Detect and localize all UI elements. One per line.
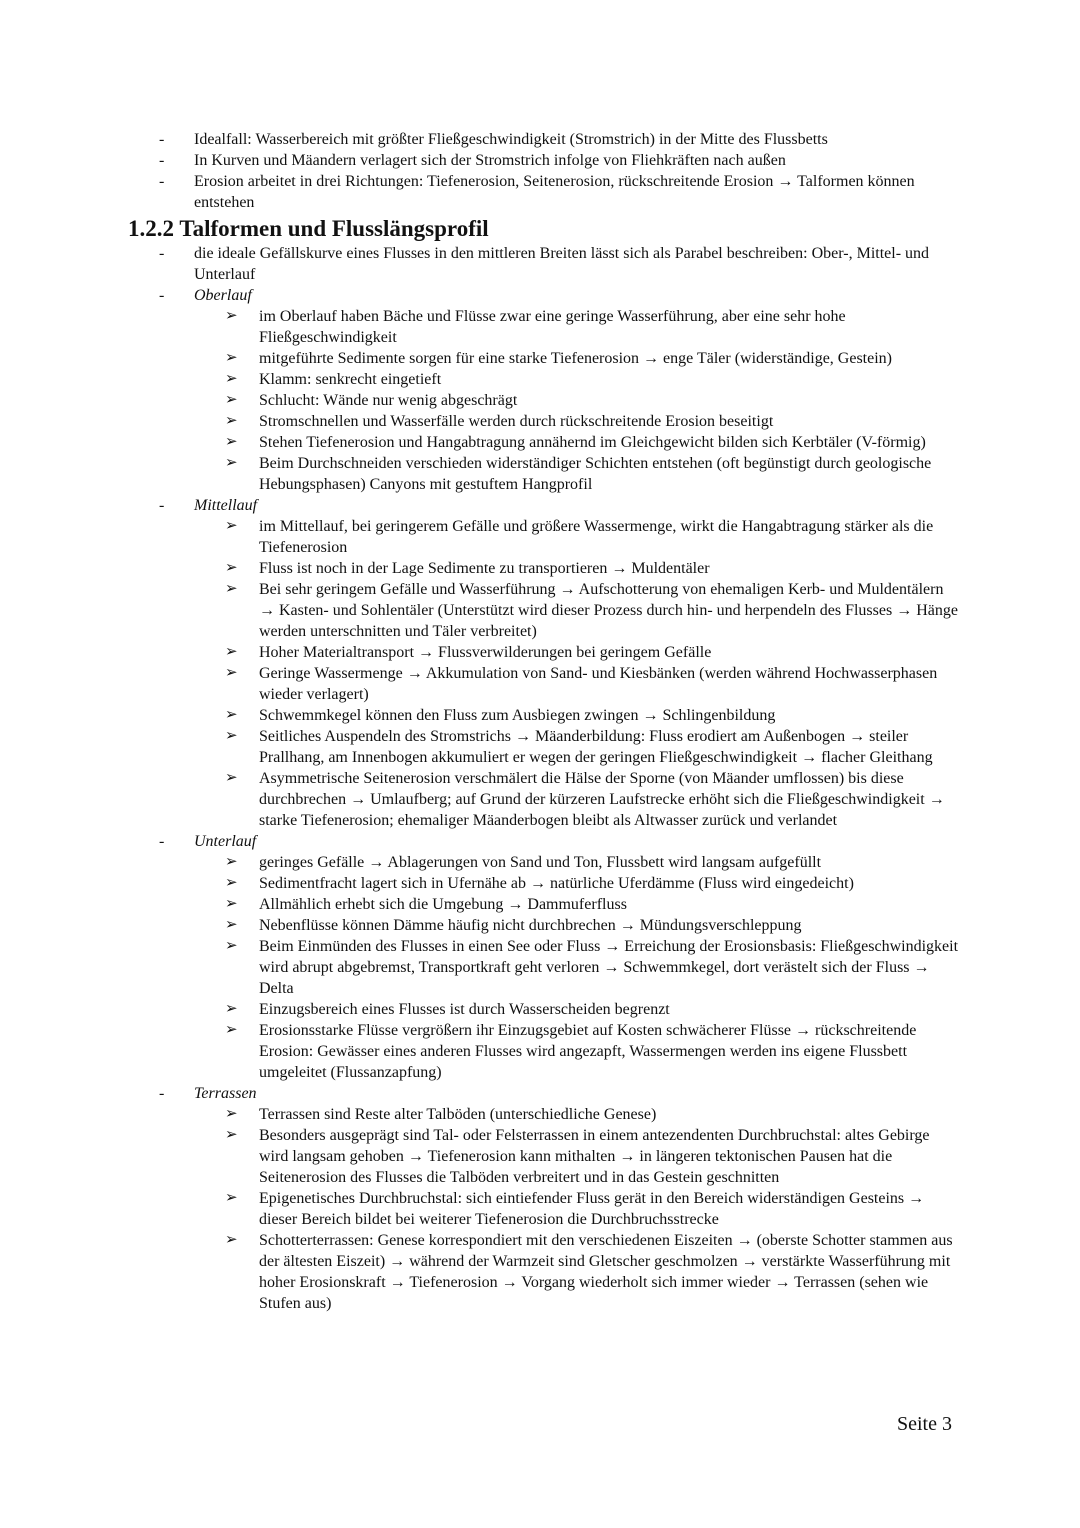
sub-list-item-text: Epigenetisches Durchbruchstal: sich eintiefender Fluss gerät in den Bereich widerständigen Gesteins → dieser Bereich bildet bei weiterer Tiefenerosion die Durchbruchsstrecke: [259, 1190, 925, 1228]
sub-list-item: [128, 306, 958, 348]
arrow-bullet-icon: ➢: [225, 1232, 238, 1248]
sub-list-item-text: geringes Gefälle → Ablagerungen von Sand und Ton, Flussbett wird langsam aufgefüllt: [259, 854, 822, 871]
sub-list-item: [128, 894, 958, 915]
list-item: [128, 150, 958, 171]
arrow-bullet-icon: ➢: [225, 392, 238, 408]
section-title-unterlauf: [128, 831, 958, 852]
sub-list-item-text: mitgeführte Sedimente sorgen für eine starke Tiefenerosion → enge Täler (widerständige, Gestein): [259, 350, 892, 367]
section-title-mittellauf: [128, 495, 958, 516]
sub-list-item-text: Terrassen sind Reste alter Talböden (unterschiedliche Genese): [259, 1106, 657, 1123]
sub-list-item-text: Bei sehr geringem Gefälle und Wasserführung → Aufschotterung von ehemaligen Kerb- und Muldentälern → Kasten- und Sohlentäler (Unterstützt wird dieser Prozess durch hin- und herpendeln des Flusses → Hänge werden unterschnitten und Täler verbreitet): [259, 581, 958, 640]
sub-list-item: [128, 411, 958, 432]
sub-list-item-text: Stehen Tiefenerosion und Hangabtragung annähernd im Gleichgewicht bilden sich Kerbtäler (V-förmig): [259, 434, 926, 451]
section-heading: 1.2.2 Talformen und Flusslängsprofil: [128, 216, 489, 241]
arrow-bullet-icon: ➢: [225, 1001, 238, 1017]
arrow-bullet-icon: ➢: [225, 518, 238, 534]
sub-list-item: [128, 663, 958, 705]
arrow-bullet-icon: ➢: [225, 917, 238, 933]
dash-marker: -: [159, 173, 165, 190]
arrow-bullet-icon: ➢: [225, 707, 238, 723]
arrow-bullet-icon: ➢: [225, 1022, 238, 1038]
sub-list-item-text: Schotterterrassen: Genese korrespondiert mit den verschiedenen Eiszeiten → (oberste Schotter stammen aus der ältesten Eiszeit) → während der Warmzeit sind Gletscher geschmolzen → verstärkte Wasserführung mit hoher Erosionskraft → Tiefenerosion → Vorgang wiederholt sich immer wieder → Terrassen (sehen wie Stufen aus): [259, 1232, 953, 1312]
sub-list-item: [128, 852, 958, 873]
sub-list-item: [128, 432, 958, 453]
arrow-bullet-icon: ➢: [225, 1106, 238, 1122]
sub-list-item-text: Fluss ist noch in der Lage Sedimente zu transportieren → Muldentäler: [259, 560, 710, 577]
sub-list-item-text: Beim Durchschneiden verschieden widerständiger Schichten entstehen (oft begünstigt durch geologische Hebungsphasen) Canyons mit gestuftem Hangprofil: [259, 455, 932, 493]
sub-list-item: [128, 873, 958, 894]
arrow-bullet-icon: ➢: [225, 665, 238, 681]
arrow-bullet-icon: ➢: [225, 770, 238, 786]
arrow-bullet-icon: ➢: [225, 581, 238, 597]
dash-marker: -: [159, 287, 165, 304]
sub-list-item: [128, 705, 958, 726]
sub-list-item-text: Klamm: senkrecht eingetieft: [259, 371, 442, 388]
sub-list-item-text: Stromschnellen und Wasserfälle werden durch rückschreitende Erosion beseitigt: [259, 413, 774, 430]
sub-list-item: [128, 579, 958, 642]
arrow-bullet-icon: ➢: [225, 938, 238, 954]
arrow-bullet-icon: ➢: [225, 875, 238, 891]
sub-list-item-text: Seitliches Auspendeln des Stromstrichs → Mäanderbildung: Fluss erodiert am Außenbogen → steiler Prallhang, am Innenbogen akkumuliert er wegen der geringen Fließgeschwindigkeit → flacher Gleithang: [259, 728, 933, 766]
list-item-text: Idealfall: Wasserbereich mit größter Fließgeschwindigkeit (Stromstrich) in der Mitte des Flussbetts: [194, 131, 828, 148]
arrow-bullet-icon: ➢: [225, 455, 238, 471]
arrow-bullet-icon: ➢: [225, 350, 238, 366]
arrow-bullet-icon: ➢: [225, 1190, 238, 1206]
sub-list-item-text: Geringe Wassermenge → Akkumulation von Sand- und Kiesbänken (werden während Hochwasserphasen wieder verlagert): [259, 665, 938, 703]
arrow-bullet-icon: ➢: [225, 1127, 238, 1143]
sub-list-item-text: Einzugsbereich eines Flusses ist durch Wasserscheiden begrenzt: [259, 1001, 670, 1018]
sub-list-item-text: im Mittellauf, bei geringerem Gefälle und größere Wassermenge, wirkt die Hangabtragung stärker als die Tiefenerosion: [259, 518, 934, 556]
list-item: [128, 243, 958, 285]
sub-list-item-text: Beim Einmünden des Flusses in einen See oder Fluss → Erreichung der Erosionsbasis: Fließgeschwindigkeit wird abrupt abgebremst, Transportkraft geht verloren → Schwemmkegel, dort verästelt sich der Fluss → Delta: [259, 938, 959, 997]
intro-list: [128, 129, 958, 213]
section-title-oberlauf: [128, 285, 958, 306]
sub-list-item: [128, 726, 958, 768]
sub-list-item: [128, 1125, 958, 1188]
section-title-terrassen: [128, 1083, 958, 1104]
list-item-text: Erosion arbeitet in drei Richtungen: Tiefenerosion, Seitenerosion, rückschreitende Erosion → Talformen können entstehen: [194, 173, 915, 211]
arrow-bullet-icon: ➢: [225, 434, 238, 450]
sub-list-item: [128, 516, 958, 558]
list-item: [128, 171, 958, 213]
sub-list-item: [128, 642, 958, 663]
list-item: [128, 129, 958, 150]
dash-marker: -: [159, 497, 165, 514]
sub-list-item: [128, 453, 958, 495]
sub-list-item-text: Erosionsstarke Flüsse vergrößern ihr Einzugsgebiet auf Kosten schwächerer Flüsse → rückschreitende Erosion: Gewässer eines anderen Flusses wird angezapft, Wassermengen werden ins eigene Flussbett umgeleitet (Flussanzapfung): [259, 1022, 917, 1081]
arrow-bullet-icon: ➢: [225, 854, 238, 870]
sub-list-item: [128, 558, 958, 579]
sub-list-item: [128, 1104, 958, 1125]
sub-list-item-text: Sedimentfracht lagert sich in Ufernähe ab → natürliche Uferdämme (Fluss wird eingedeicht): [259, 875, 854, 892]
sub-list-item-text: Asymmetrische Seitenerosion verschmälert die Hälse der Sporne (von Mäander umflossen) bis diese durchbrechen → Umlaufberg; auf Grund der kürzeren Laufstrecke erhöht sich die Fließgeschwindigkeit → starke Tiefenerosion; ehemaliger Mäanderbogen bleibt als Altwasser zurück und verlandet: [259, 770, 945, 829]
sub-list-item-text: im Oberlauf haben Bäche und Flüsse zwar eine geringe Wasserführung, aber eine sehr hohe Fließgeschwindigkeit: [259, 308, 846, 346]
sub-list-item-text: Schlucht: Wände nur wenig abgeschrägt: [259, 392, 518, 409]
section-title-text: Mittellauf: [194, 497, 258, 514]
arrow-bullet-icon: ➢: [225, 896, 238, 912]
sub-list-item: [128, 1188, 958, 1230]
sub-list-item-text: Besonders ausgeprägt sind Tal- oder Felsterrassen in einem antezendenten Durchbruchstal: altes Gebirge wird langsam gehoben → Tiefenerosion kann mithalten → in längeren tektonischen Pausen hat die Seitenerosion des Flusses die Talböden verbreitert und in das Gestein geschnitten: [259, 1127, 930, 1186]
section-title-text: Unterlauf: [194, 833, 257, 850]
sub-list-item: [128, 1230, 958, 1314]
arrow-bullet-icon: ➢: [225, 728, 238, 744]
sub-list-item: [128, 390, 958, 411]
sub-list-item: [128, 999, 958, 1020]
sub-list-item-text: Allmählich erhebt sich die Umgebung → Dammuferfluss: [259, 896, 627, 913]
sub-list-item: [128, 936, 958, 999]
arrow-bullet-icon: ➢: [225, 371, 238, 387]
arrow-bullet-icon: ➢: [225, 644, 238, 660]
sub-list-item: [128, 348, 958, 369]
list-item-text: In Kurven und Mäandern verlagert sich der Stromstrich infolge von Fliehkräften nach außen: [194, 152, 786, 169]
section-title-text: Oberlauf: [194, 287, 252, 304]
list-item-text: die ideale Gefällskurve eines Flusses in den mittleren Breiten lässt sich als Parabel beschreiben: Ober-, Mittel- und Unterlauf: [194, 245, 930, 283]
section-title-text: Terrassen: [194, 1085, 257, 1102]
dash-marker: -: [159, 1085, 165, 1102]
page-number: Seite 3: [897, 1413, 952, 1435]
arrow-bullet-icon: ➢: [225, 308, 238, 324]
sub-list-item: [128, 768, 958, 831]
arrow-bullet-icon: ➢: [225, 560, 238, 576]
arrow-bullet-icon: ➢: [225, 413, 238, 429]
page-content: [128, 129, 958, 1314]
dash-marker: -: [159, 833, 165, 850]
sub-list-item-text: Nebenflüsse können Dämme häufig nicht durchbrechen → Mündungsverschleppung: [259, 917, 802, 934]
sub-list-item: [128, 915, 958, 936]
sub-list-item-text: Hoher Materialtransport → Flussverwilderungen bei geringem Gefälle: [259, 644, 712, 661]
dash-marker: -: [159, 152, 165, 169]
sub-list-item: [128, 1020, 958, 1083]
sub-list-item-text: Schwemmkegel können den Fluss zum Ausbiegen zwingen → Schlingenbildung: [259, 707, 776, 724]
dash-marker: -: [159, 131, 165, 148]
sub-list-item: [128, 369, 958, 390]
dash-marker: -: [159, 245, 165, 262]
